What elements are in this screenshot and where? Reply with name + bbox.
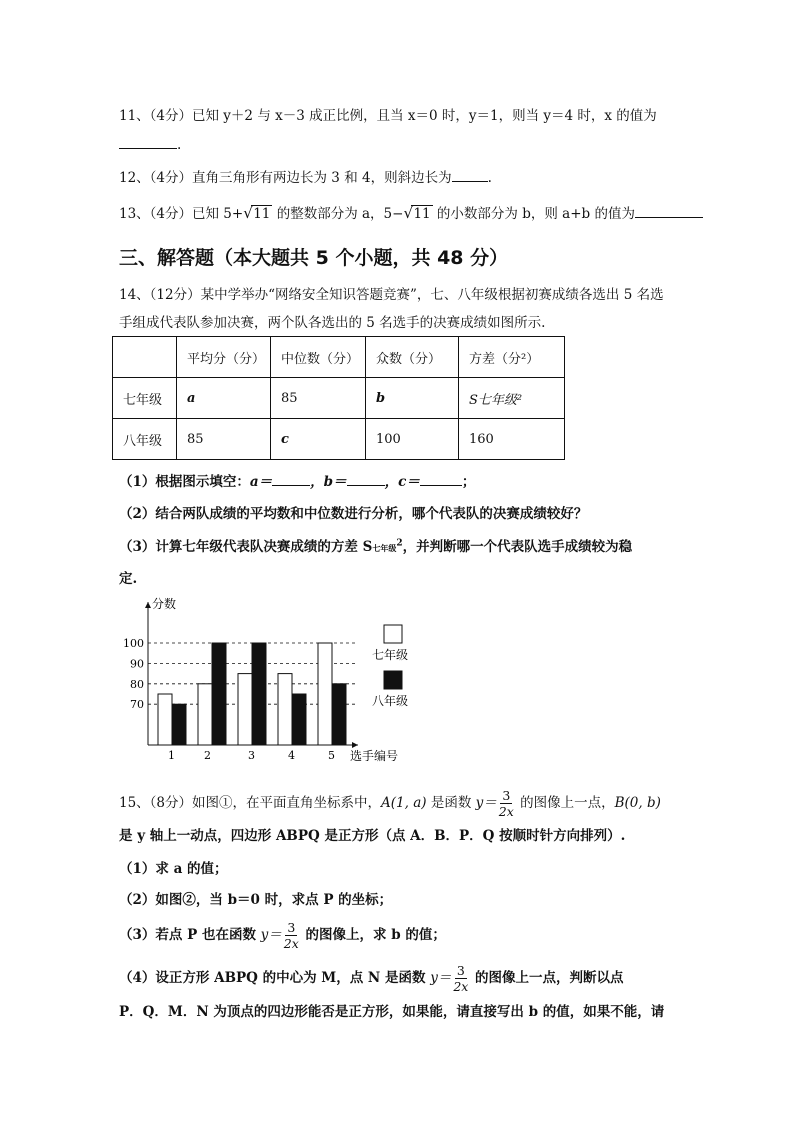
bar-grade7 (198, 684, 212, 745)
x-axis-label: 选手编号 (350, 749, 399, 763)
question-11-answer: . (119, 136, 181, 153)
bar-grade7 (158, 694, 172, 745)
bar-grade7 (238, 674, 252, 745)
table-header-row: 平均分（分） 中位数（分） 众数（分） 方差（分²） (113, 337, 565, 378)
question-11: 11、（4分）已知 y＋2 与 x－3 成正比例，且当 x＝0 时，y＝1，则当 y＝4 时，x 的值为 (119, 108, 657, 124)
bar-grade8 (172, 704, 186, 745)
table-row: 七年级 a 85 b S七年级² (113, 378, 565, 419)
table-row: 八年级 85 c 100 160 (113, 419, 565, 460)
bar-grade7 (318, 643, 332, 745)
x-tick-label: 1 (168, 749, 175, 762)
legend-swatch (384, 625, 402, 643)
answer-blank[interactable] (420, 473, 462, 486)
question-15-line2: 是 y 轴上一动点，四边形 ABPQ 是正方形（点 A．B．P．Q 按顺时针方向排列）. (119, 828, 626, 844)
bar-grade8 (292, 694, 306, 745)
answer-blank[interactable] (347, 473, 385, 486)
x-axis-arrow (352, 742, 358, 748)
legend-swatch (384, 671, 402, 689)
answer-blank[interactable] (635, 205, 703, 218)
fraction: $\frac{3}{2x}$ (498, 788, 514, 819)
bar-grade8 (252, 643, 266, 745)
bar-grade8 (332, 684, 346, 745)
question-14-part3: （3）计算七年级代表队决赛成绩的方差 S七年级$^2$，并判断哪一个代表队选手成绩较为稳 (119, 538, 633, 555)
answer-blank[interactable] (272, 473, 310, 486)
question-14-line2: 手组成代表队参加决赛，两个队各选出的 5 名选手的决赛成绩如图所示. (119, 315, 546, 331)
question-15-part1: （1）求 a 的值； (119, 861, 228, 877)
question-14-part2: （2）结合两队成绩的平均数和中位数进行分析，哪个代表队的决赛成绩较好？ (119, 506, 588, 522)
y-tick-label: 100 (123, 637, 144, 650)
sqrt-expression: √ 11 (243, 204, 271, 222)
y-axis-arrow (145, 602, 151, 608)
question-15-part3: （3）若点 P 也在函数 y＝ $\frac{3}{2x}$ 的图像上，求 b 的值； (119, 920, 446, 951)
sqrt-expression: √ 11 (403, 204, 431, 222)
y-tick-label: 80 (130, 677, 144, 691)
section-title: 三、解答题（本大题共 5 个小题，共 48 分） (119, 247, 509, 269)
question-12: 12、（4分）直角三角形有两边长为 3 和 4，则斜边长为 . (119, 170, 492, 186)
question-15-line1: 15、（8分）如图①，在平面直角坐标系中，A(1, a) 是函数 y＝ $\frac{3}{2x}$ 的图像上一点，B(0, b) (119, 788, 661, 819)
question-14-line1: 14、（12分）某中学举办“网络安全知识答题竞赛”，七、八年级根据初赛成绩各选出 5 名选 (119, 287, 664, 303)
legend-label: 八年级 (372, 694, 409, 708)
bar-grade8 (212, 643, 226, 745)
y-axis-label: 分数 (152, 597, 177, 611)
answer-blank[interactable] (119, 136, 177, 149)
x-tick-label: 5 (328, 749, 335, 762)
question-14-part1: （1）根据图示填空：a＝ ，b＝ ，c＝ ； (119, 474, 476, 490)
question-15-part4: （4）设正方形 ABPQ 的中心为 M，点 N 是函数 y＝ $\frac{3}{2x}$ 的图像上一点，判断以点 (119, 963, 624, 994)
question-15-part2: （2）如图②，当 b＝0 时，求点 P 的坐标； (119, 892, 393, 908)
question-13: 13、（4分）已知 5+ √ 11 的整数部分为 a，5− √ 11 的小数部分为 b，则 a+b 的值为 (119, 202, 703, 222)
x-tick-label: 3 (248, 749, 255, 762)
answer-blank[interactable] (452, 169, 488, 182)
bar-grade7 (278, 674, 292, 745)
x-tick-label: 4 (288, 749, 295, 762)
stats-table (112, 336, 565, 460)
legend-label: 七年级 (372, 648, 409, 662)
question-15-part5: P．Q．M．N 为顶点的四边形能否是正方形，如果能，请直接写出 b 的值，如果不能，请 (119, 1004, 665, 1020)
y-tick-label: 90 (130, 657, 144, 671)
y-tick-label: 70 (130, 698, 144, 712)
bar-chart (118, 590, 428, 770)
question-14-part3-cont: 定. (119, 571, 138, 587)
x-tick-label: 2 (204, 749, 211, 762)
